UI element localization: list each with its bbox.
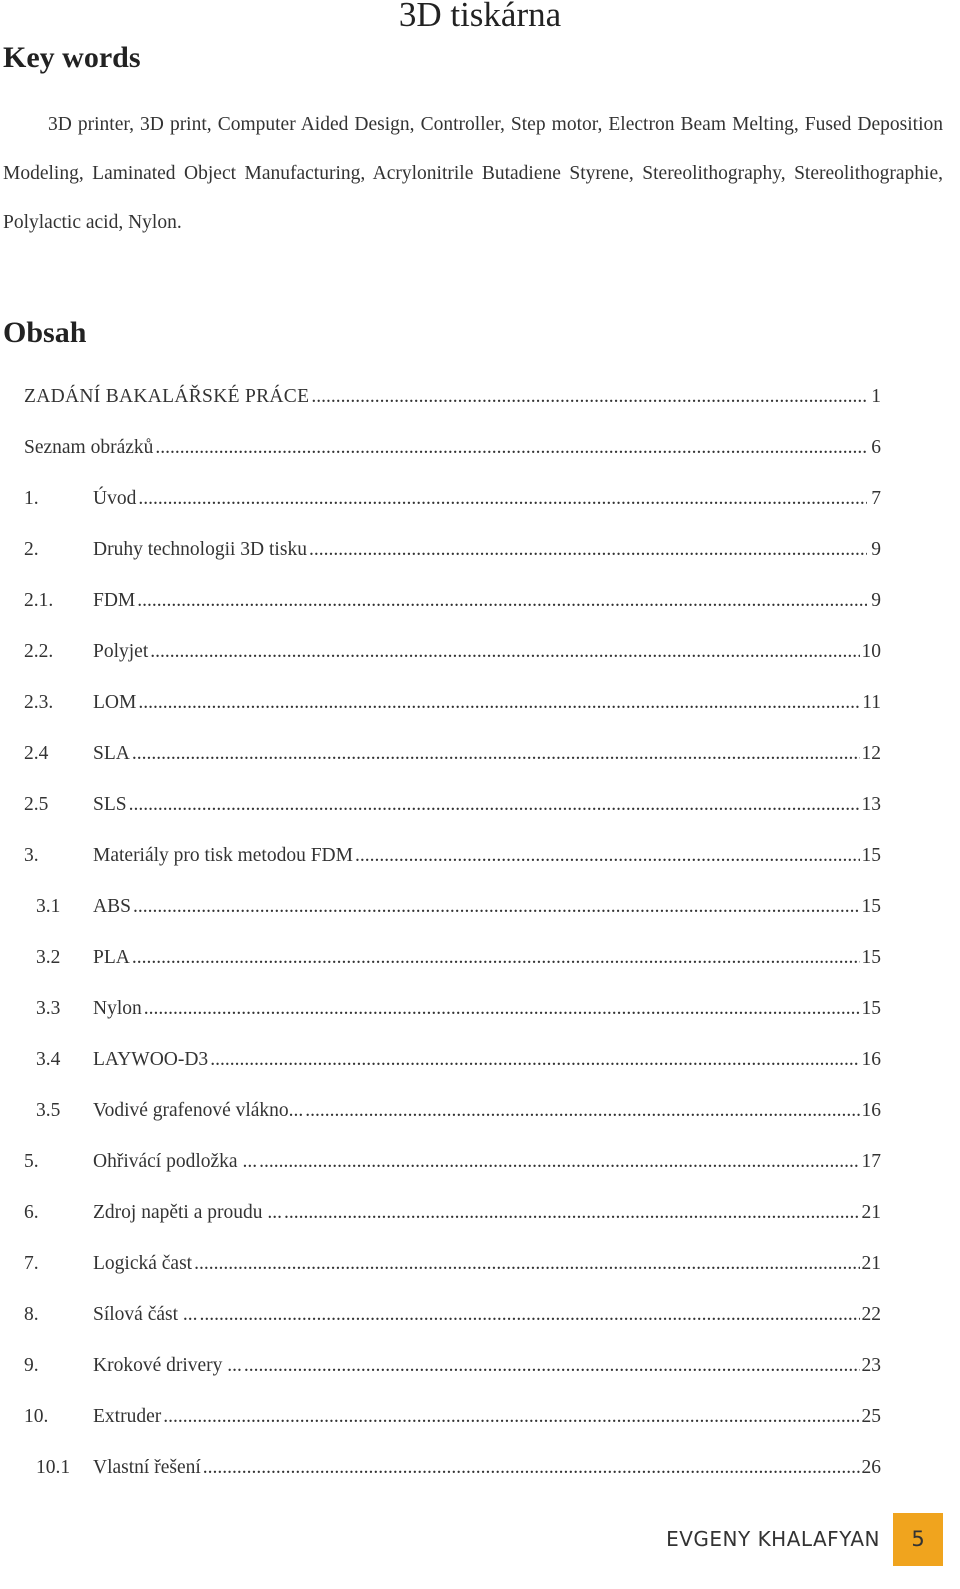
toc-entry-page: 23 [861,1355,881,1376]
toc-leader-dots [311,376,867,418]
toc-entry-page: 16 [861,1100,881,1121]
toc-entry[interactable] [24,1039,881,1090]
toc-entry-number: 6. [24,1202,39,1223]
toc-entry-title: ABS [93,896,131,917]
toc-entry-title: Zdroj napěti a proudu ... [93,1202,282,1223]
toc-entry-page: 15 [861,998,881,1019]
toc-entry[interactable] [24,580,881,631]
toc-entry-page: 11 [862,692,881,713]
toc-leader-dots [305,1090,859,1132]
toc-entry-title: Nylon [93,998,142,1019]
toc-entry[interactable] [24,1090,881,1141]
toc-entry-number: 2.3. [24,692,54,713]
toc-entry-page: 26 [861,1457,881,1478]
toc-entry-title: PLA [93,947,130,968]
toc-entry[interactable] [24,631,881,682]
toc-leader-dots [150,631,859,673]
toc-entry-page: 10 [861,641,881,662]
toc-entry-page: 1 [871,386,881,407]
toc-entry-title: Vodivé grafenové vlákno... [93,1100,304,1121]
toc-entry-page: 15 [861,845,881,866]
toc-leader-dots [155,427,867,469]
toc-entry-number: 3. [24,845,39,866]
toc-entry-number: 2.1. [24,590,54,611]
toc-entry-page: 17 [861,1151,881,1172]
footer-author: EVGENY KHALAFYAN [666,1527,880,1551]
toc-entry-page: 25 [861,1406,881,1427]
toc-entry[interactable] [24,478,881,529]
toc-leader-dots [210,1039,859,1081]
toc-entry[interactable] [24,529,881,580]
keywords-heading: Key words [3,41,141,74]
toc-entry-title: Vlastní řešení [93,1457,201,1478]
toc-leader-dots [194,1243,859,1285]
toc-entry-number: 10.1 [36,1457,71,1478]
toc-entry-number: 1. [24,488,39,509]
toc-entry[interactable] [24,835,881,886]
toc-entry[interactable] [24,988,881,1039]
toc-entry-title: Druhy technologii 3D tisku [93,539,307,560]
toc-entry-number: 3.1 [36,896,61,917]
toc-leader-dots [144,988,860,1030]
toc-entry[interactable] [24,1192,881,1243]
page-number-badge: 5 [893,1513,943,1566]
toc-entry-title: FDM [93,590,136,611]
toc-entry-number: 3.2 [36,947,61,968]
toc-entry-page: 6 [871,437,881,458]
toc-entry[interactable] [24,1294,881,1345]
toc-entry-page: 22 [861,1304,881,1325]
document-title-text: 3D tiskárna [398,0,562,34]
toc-entry-page: 15 [861,947,881,968]
toc-entry-number: 2.4 [24,743,49,764]
toc-entry-title: Krokové drivery ... [93,1355,242,1376]
toc-entry-number: 2. [24,539,39,560]
toc-entry-number: 2.2. [24,641,54,662]
toc-entry-title: SLS [93,794,127,815]
toc-entry-number: 10. [24,1406,49,1427]
toc-entry-page: 9 [871,590,881,611]
toc-leader-dots [200,1294,860,1336]
toc-entry-page: 13 [861,794,881,815]
toc-entry-number: 9. [24,1355,39,1376]
toc-entry[interactable] [24,784,881,835]
toc-entry-page: 21 [861,1202,881,1223]
toc-leader-dots [244,1345,860,1387]
toc-heading: Obsah [3,316,87,349]
toc-entry[interactable] [24,682,881,733]
toc-entry-page: 7 [871,488,881,509]
toc-entry[interactable] [24,733,881,784]
toc-entry-number: 5. [24,1151,39,1172]
toc-entry[interactable] [24,937,881,988]
toc-entry-page: 16 [861,1049,881,1070]
toc-entry-title: Seznam obrázků [24,437,154,458]
toc-leader-dots [132,733,860,775]
toc-leader-dots [133,886,860,928]
toc-entry-title: Úvod [93,488,137,509]
toc-entry[interactable] [24,1243,881,1294]
toc-entry-title: LAYWOO-D3 [93,1049,209,1070]
toc-leader-dots [309,529,867,571]
toc-entry-title: Ohřivácí podložka ... [93,1151,258,1172]
toc-entry-page: 15 [861,896,881,917]
toc-entry-number: 7. [24,1253,39,1274]
toc-entry-page: 12 [861,743,881,764]
document-title [0,0,960,38]
toc-entry-number: 8. [24,1304,39,1325]
toc-entry[interactable] [24,1447,881,1498]
toc-entry-title: SLA [93,743,130,764]
toc-entry[interactable] [24,427,881,478]
table-of-contents [24,376,881,1498]
toc-entry[interactable] [24,376,881,427]
toc-leader-dots [137,580,867,622]
toc-entry-title: Polyjet [93,641,149,662]
toc-leader-dots [259,1141,859,1183]
toc-leader-dots [203,1447,860,1489]
keywords-text: 3D printer, 3D print, Computer Aided Design, Controller, Step motor, Electron Beam Melting, Fused Deposition Modeling, Laminated Object Manufacturing, Acrylonitrile Butadiene Styrene, Stereolithography, Stereolithographie, Polylactic acid, Nylon. [3,114,943,233]
toc-entry-number: 2.5 [24,794,49,815]
toc-leader-dots [163,1396,859,1438]
toc-leader-dots [138,682,860,724]
toc-leader-dots [129,784,860,826]
toc-entry[interactable] [24,1345,881,1396]
toc-entry-page: 21 [861,1253,881,1274]
toc-entry-number: 3.5 [36,1100,61,1121]
toc-leader-dots [355,835,860,877]
toc-entry-title: Sílová část ... [93,1304,198,1325]
toc-entry-title: Logická čast [93,1253,193,1274]
toc-entry-title: ZADÁNÍ BAKALÁŘSKÉ PRÁCE [24,386,310,407]
toc-entry-number: 3.3 [36,998,61,1019]
toc-entry[interactable] [24,886,881,937]
toc-leader-dots [138,478,867,520]
toc-entry[interactable] [24,1141,881,1192]
toc-leader-dots [132,937,860,979]
toc-entry-page: 9 [871,539,881,560]
toc-entry-number: 3.4 [36,1049,61,1070]
toc-entry-title: LOM [93,692,137,713]
toc-leader-dots [284,1192,860,1234]
toc-entry[interactable] [24,1396,881,1447]
toc-entry-title: Extruder [93,1406,162,1427]
toc-entry-title: Materiály pro tisk metodou FDM [93,845,353,866]
